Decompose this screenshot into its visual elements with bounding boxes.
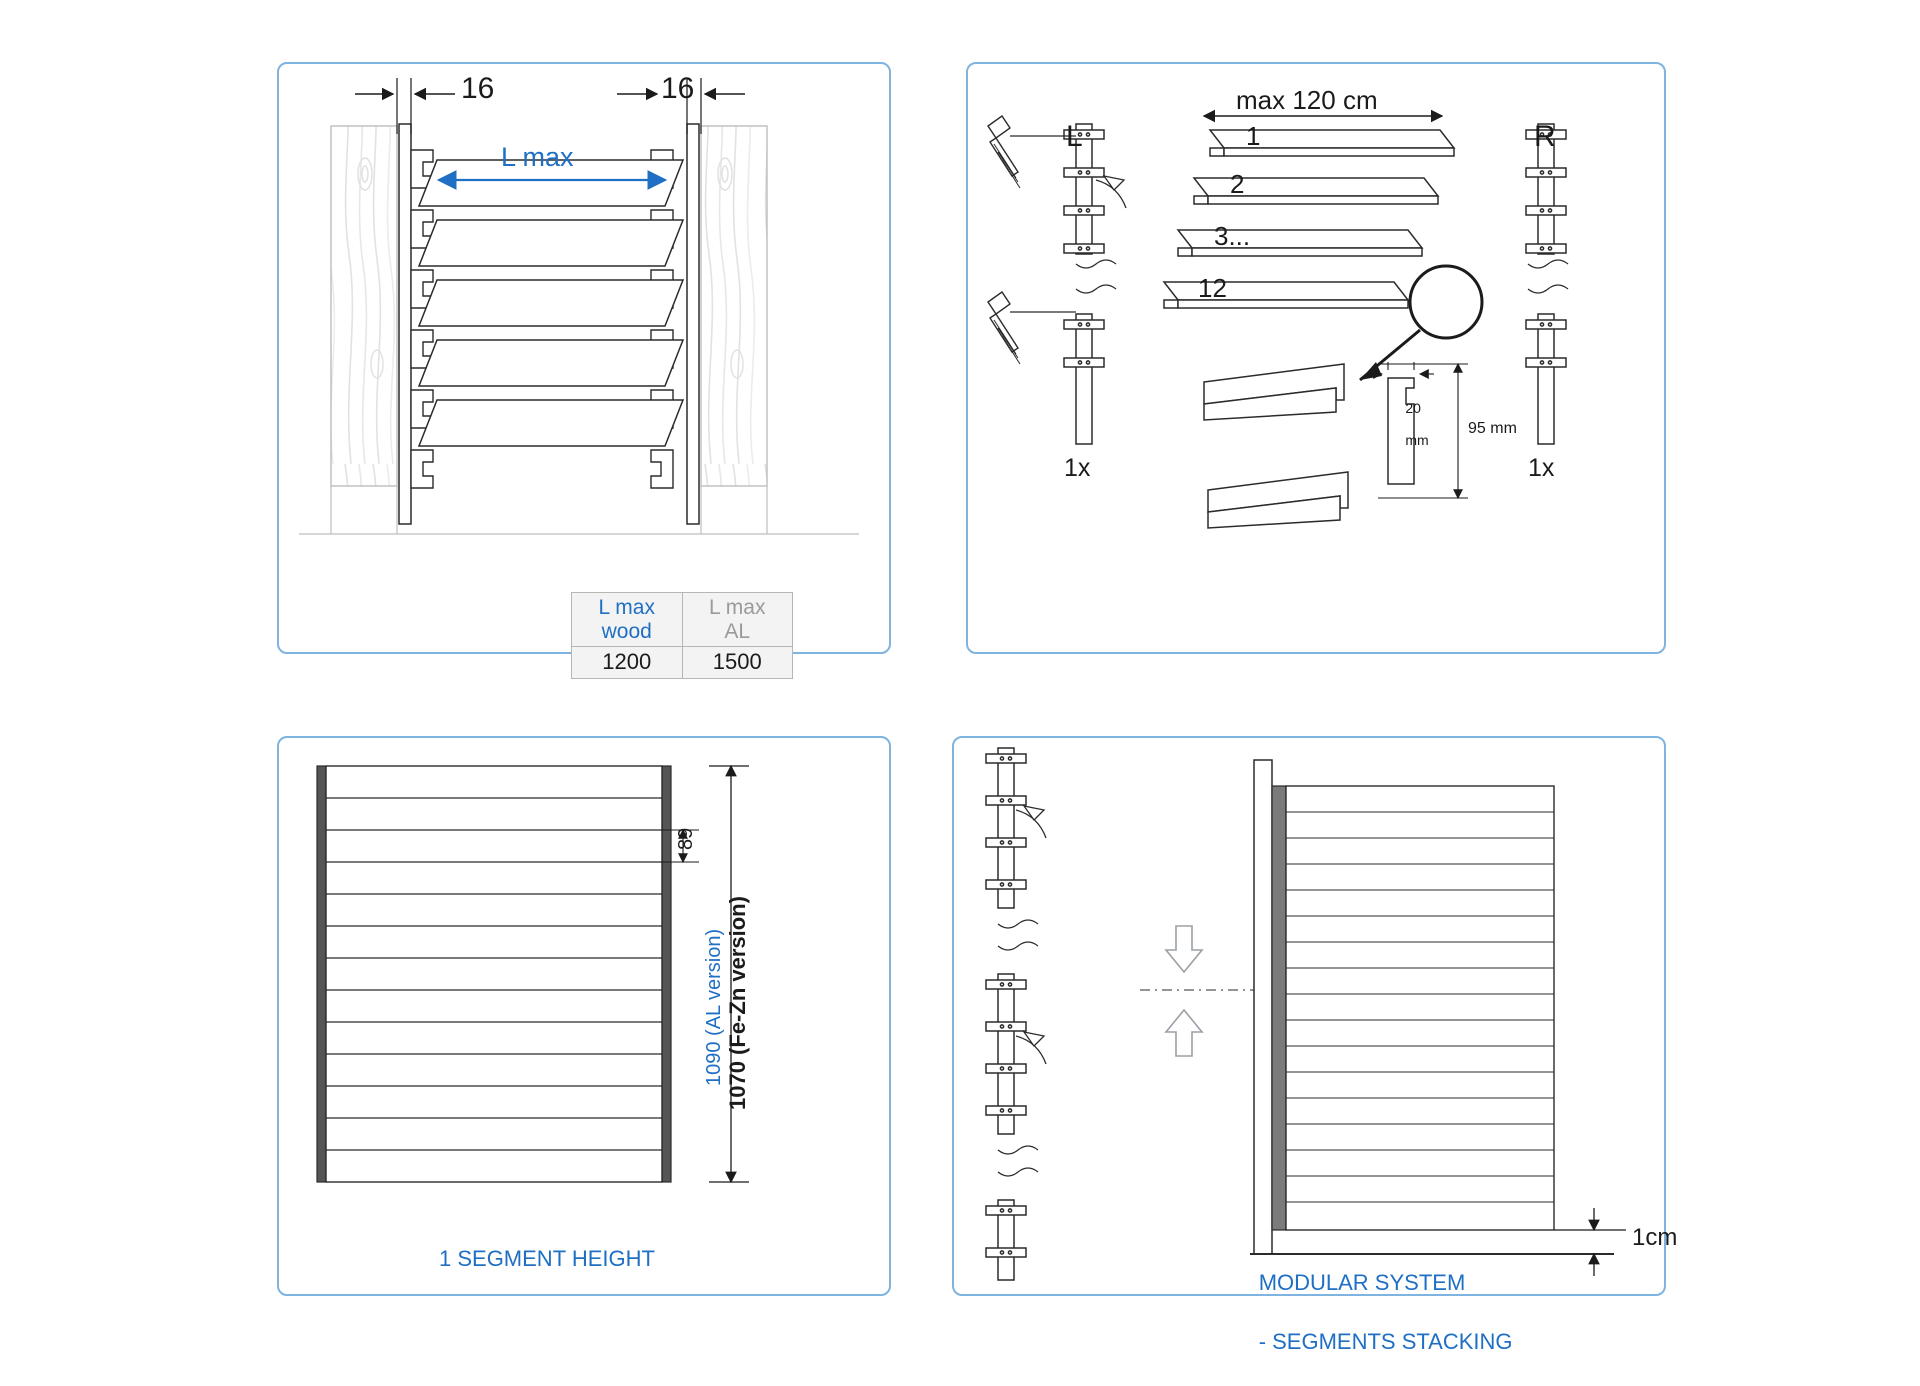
lmax-arrow-label: L max bbox=[501, 142, 574, 172]
panel-slat-stack-and-profile bbox=[966, 62, 1666, 654]
profile-width-label bbox=[1382, 384, 1429, 464]
header-lmax-al-line1: L max bbox=[709, 596, 766, 619]
value-lmax-al: 1500 bbox=[682, 647, 793, 679]
height-fezn-label: 1070 (Fe-Zn version) bbox=[725, 896, 750, 1110]
modular-caption-line1: MODULAR SYSTEM bbox=[1258, 1269, 1466, 1295]
profile-width-line1: 20 bbox=[1405, 400, 1421, 417]
segment-height-caption: 1 SEGMENT HEIGHT bbox=[439, 1246, 655, 1271]
modular-caption-line2: - SEGMENTS STACKING bbox=[1258, 1329, 1513, 1355]
panel-br-drawing bbox=[954, 738, 1668, 1298]
height-al-label: 1090 (AL version) bbox=[703, 928, 725, 1086]
slat-number-2: 2 bbox=[1230, 169, 1245, 199]
header-lmax-al bbox=[682, 593, 793, 647]
header-lmax-wood-line2: wood bbox=[601, 619, 652, 643]
slat-number-12: 12 bbox=[1198, 273, 1227, 303]
header-lmax-al-line2: AL bbox=[724, 619, 751, 643]
value-lmax-wood: 1200 bbox=[572, 647, 683, 679]
profile-height-label: 95 mm bbox=[1468, 420, 1517, 437]
lmax-table bbox=[571, 592, 793, 679]
panel-modular-stacking bbox=[952, 736, 1678, 1355]
profile-width-line2: mm bbox=[1405, 432, 1429, 449]
post-label-right: R bbox=[1534, 120, 1556, 153]
post-qty-left: 1x bbox=[1064, 454, 1091, 482]
table-header-row bbox=[572, 593, 793, 647]
panel-lmax-between-posts bbox=[277, 62, 891, 675]
modular-system-caption bbox=[1222, 1238, 1513, 1386]
slat-pitch-label: 89 bbox=[675, 827, 697, 850]
post-qty-right: 1x bbox=[1528, 454, 1555, 482]
dim-left-16: 16 bbox=[461, 72, 495, 105]
table-row bbox=[572, 647, 793, 679]
panel-tl-drawing bbox=[279, 64, 893, 656]
slat-number-3: 3... bbox=[1214, 221, 1251, 251]
header-lmax-wood bbox=[572, 593, 683, 647]
dim-right-16: 16 bbox=[661, 72, 695, 105]
panel-bl-drawing bbox=[279, 738, 893, 1298]
max-width-label: max 120 cm bbox=[1236, 85, 1378, 115]
gap-label: 1cm bbox=[1632, 1224, 1678, 1251]
panel-segment-height bbox=[277, 736, 891, 1296]
post-label-left: L bbox=[1066, 120, 1083, 153]
header-lmax-wood-line1: L max bbox=[598, 596, 655, 619]
slat-number-1: 1 bbox=[1246, 121, 1261, 151]
